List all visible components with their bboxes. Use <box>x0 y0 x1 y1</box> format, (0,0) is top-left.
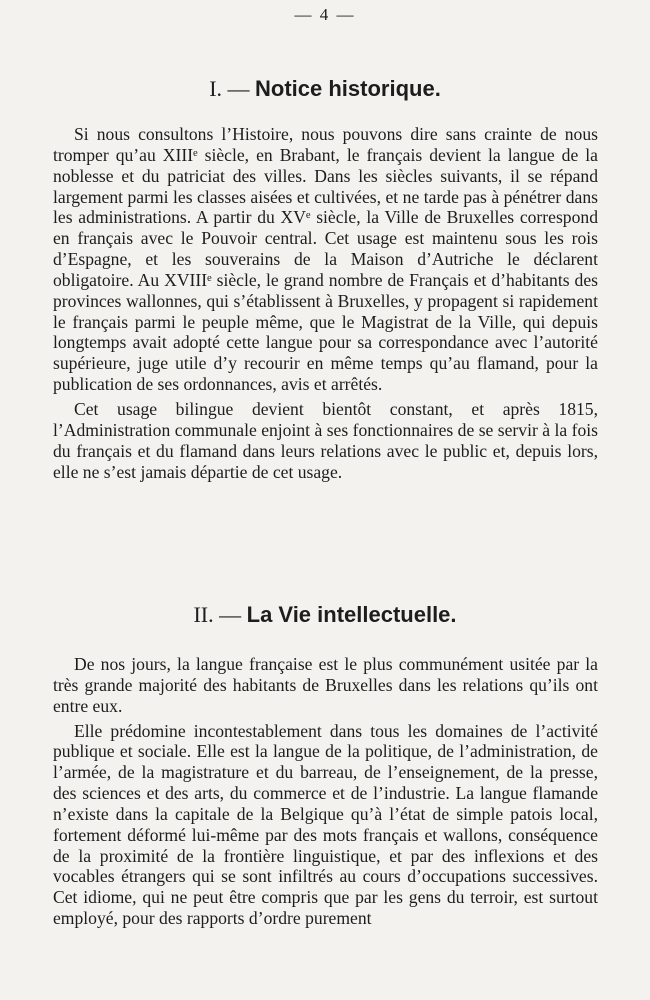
section-heading-1 <box>0 76 650 102</box>
paragraph: Elle prédomine incontestablement dans tous les domaines de l’activité publique et sociale. Elle est la langue de la politique, de l’administration, de l’armée, de la magistrature et du barreau, de l’enseignement, de la presse, des sciences et des arts, du commerce et de l’industrie. La langue flamande n’existe dans la capitale de la Belgique qu’à l’état de simple patois local, fortement déformé lui-même par des mots français et wallons, conséquence de la proximité de la frontière linguistique, et par des inflexions et des vocables étrangers qui se sont infiltrés au cours d’occupations successives. Cet idiome, qui ne peut être compris que par les gens du terroir, est surtout employé, pour des rapports d’ordre purement <box>53 720 598 929</box>
section-number: I. — <box>209 76 256 101</box>
page-number: — 4 — <box>294 5 356 24</box>
section-body-1 <box>53 124 598 482</box>
section-heading-2 <box>0 602 650 628</box>
paragraph: Cet usage bilingue devient bientôt constant, et après 1815, l’Administration communale enjoint à ses fonctionnaires de se servir à la fois du français et du flamand dans leurs relations avec le public et, depuis lors, elle ne s’est jamais départie de cet usage. <box>53 398 598 482</box>
section-number: II. — <box>193 602 247 627</box>
section-title: La Vie intellectuelle. <box>246 602 457 627</box>
section-body-2 <box>53 654 598 929</box>
section-title: Notice historique. <box>255 76 441 101</box>
paragraph: De nos jours, la langue française est le plus communément usitée par la très grande majorité des habitants de Bruxelles dans les relations qu’ils ont entre eux. <box>53 654 598 716</box>
paragraph: Si nous consultons l’Histoire, nous pouvons dire sans crainte de nous tromper qu’au XIIIᵉ siècle, en Brabant, le français devient la langue de la noblesse et du patriciat des villes. Dans les siècles suivants, il se répand largement parmi les classes aisées et cultivées, et ne tarde pas à pénétrer dans les administrations. A partir du XVᵉ siècle, la Ville de Bruxelles correspond en français avec le Pouvoir central. Cet usage est maintenu sous les rois d’Espagne, et les souverains de la Maison d’Autriche le déclarent obligatoire. Au XVIIIᵉ siècle, le grand nombre de Français et d’habitants des provinces wallonnes, qui s’établissent à Bruxelles, y propagent si rapidement le français parmi le peuple même, que le Magistrat de la Ville, qui depuis longtemps avait adopté cette langue pour sa correspondance avec l’autorité supérieure, juge utile d’y recourir en même temps qu’au flamand, pour la publication de ses ordonnances, avis et arrêtés. <box>53 124 598 395</box>
